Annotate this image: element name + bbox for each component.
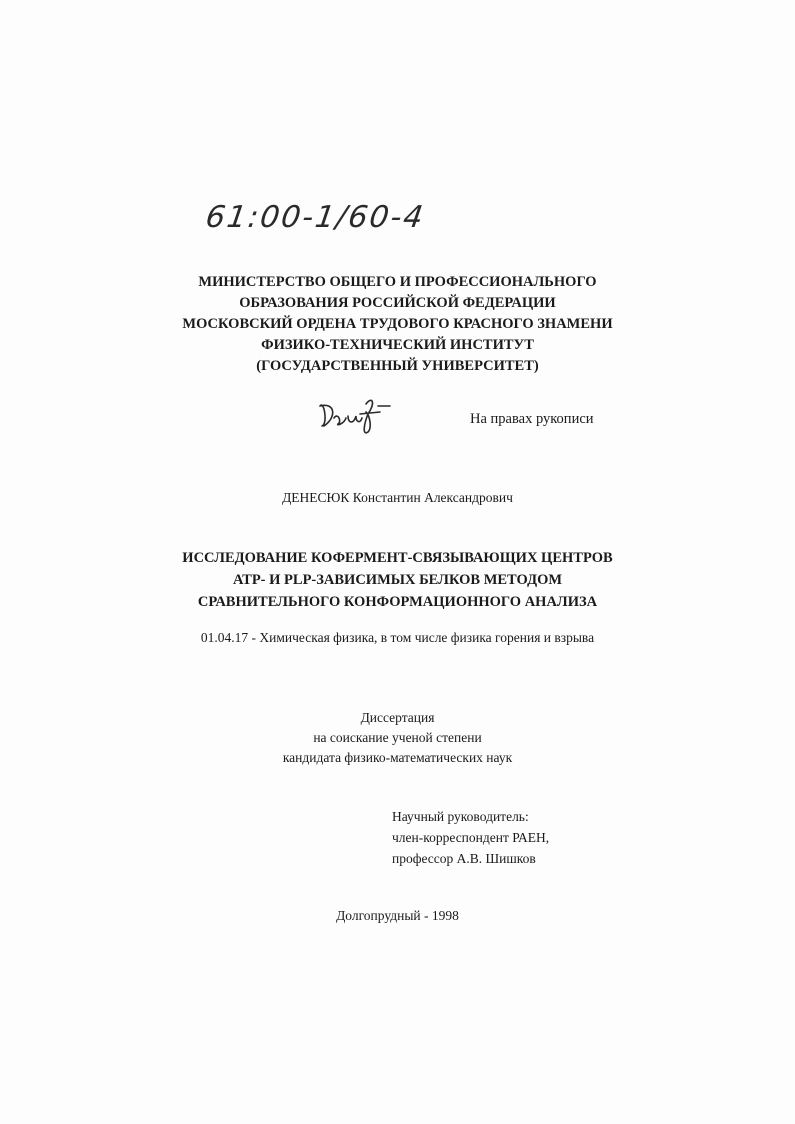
advisor-line: член-корреспондент РАЕН,	[392, 830, 550, 845]
place-and-year: Долгопрудный - 1998	[336, 908, 459, 923]
scientific-advisor	[392, 806, 549, 869]
advisor-line: Научный руководитель:	[392, 809, 529, 824]
degree-line: кандидата физико-математических наук	[282, 750, 513, 765]
ministry-header	[0, 272, 795, 377]
degree-line: Диссертация	[360, 710, 435, 725]
advisor-line: профессор А.В. Шишков	[392, 851, 536, 866]
dissertation-title	[0, 547, 795, 613]
specialty-code: 01.04.17 - Химическая физика, в том числе физика горения и взрыва	[200, 630, 595, 645]
ministry-line: МОСКОВСКИЙ ОРДЕНА ТРУДОВОГО КРАСНОГО ЗНАМЕНИ	[182, 316, 613, 332]
title-line: АТР- И PLP-ЗАВИСИМЫХ БЕЛКОВ МЕТОДОМ	[232, 572, 563, 588]
title-line: ИССЛЕДОВАНИЕ КОФЕРМЕНТ-СВЯЗЫВАЮЩИХ ЦЕНТРОВ	[182, 550, 613, 566]
ministry-line: (ГОСУДАРСТВЕННЫЙ УНИВЕРСИТЕТ)	[256, 358, 539, 374]
degree-line: на соискание ученой степени	[313, 730, 482, 745]
manuscript-rights: На правах рукописи	[470, 411, 594, 427]
handwritten-shelfmark: 61:00-1/60-4	[203, 200, 428, 235]
ministry-line: МИНИСТЕРСТВО ОБЩЕГО И ПРОФЕССИОНАЛЬНОГО	[198, 274, 597, 290]
ministry-line: ОБРАЗОВАНИЯ РОССИЙСКОЙ ФЕДЕРАЦИИ	[239, 295, 556, 311]
title-line: СРАВНИТЕЛЬНОГО КОНФОРМАЦИОННОГО АНАЛИЗА	[197, 594, 598, 610]
ministry-line: ФИЗИКО-ТЕХНИЧЕСКИЙ ИНСТИТУТ	[261, 337, 534, 353]
author-signature	[314, 394, 394, 438]
author-name: ДЕНЕСЮК Константин Александрович	[282, 490, 513, 505]
degree-statement	[0, 708, 795, 768]
